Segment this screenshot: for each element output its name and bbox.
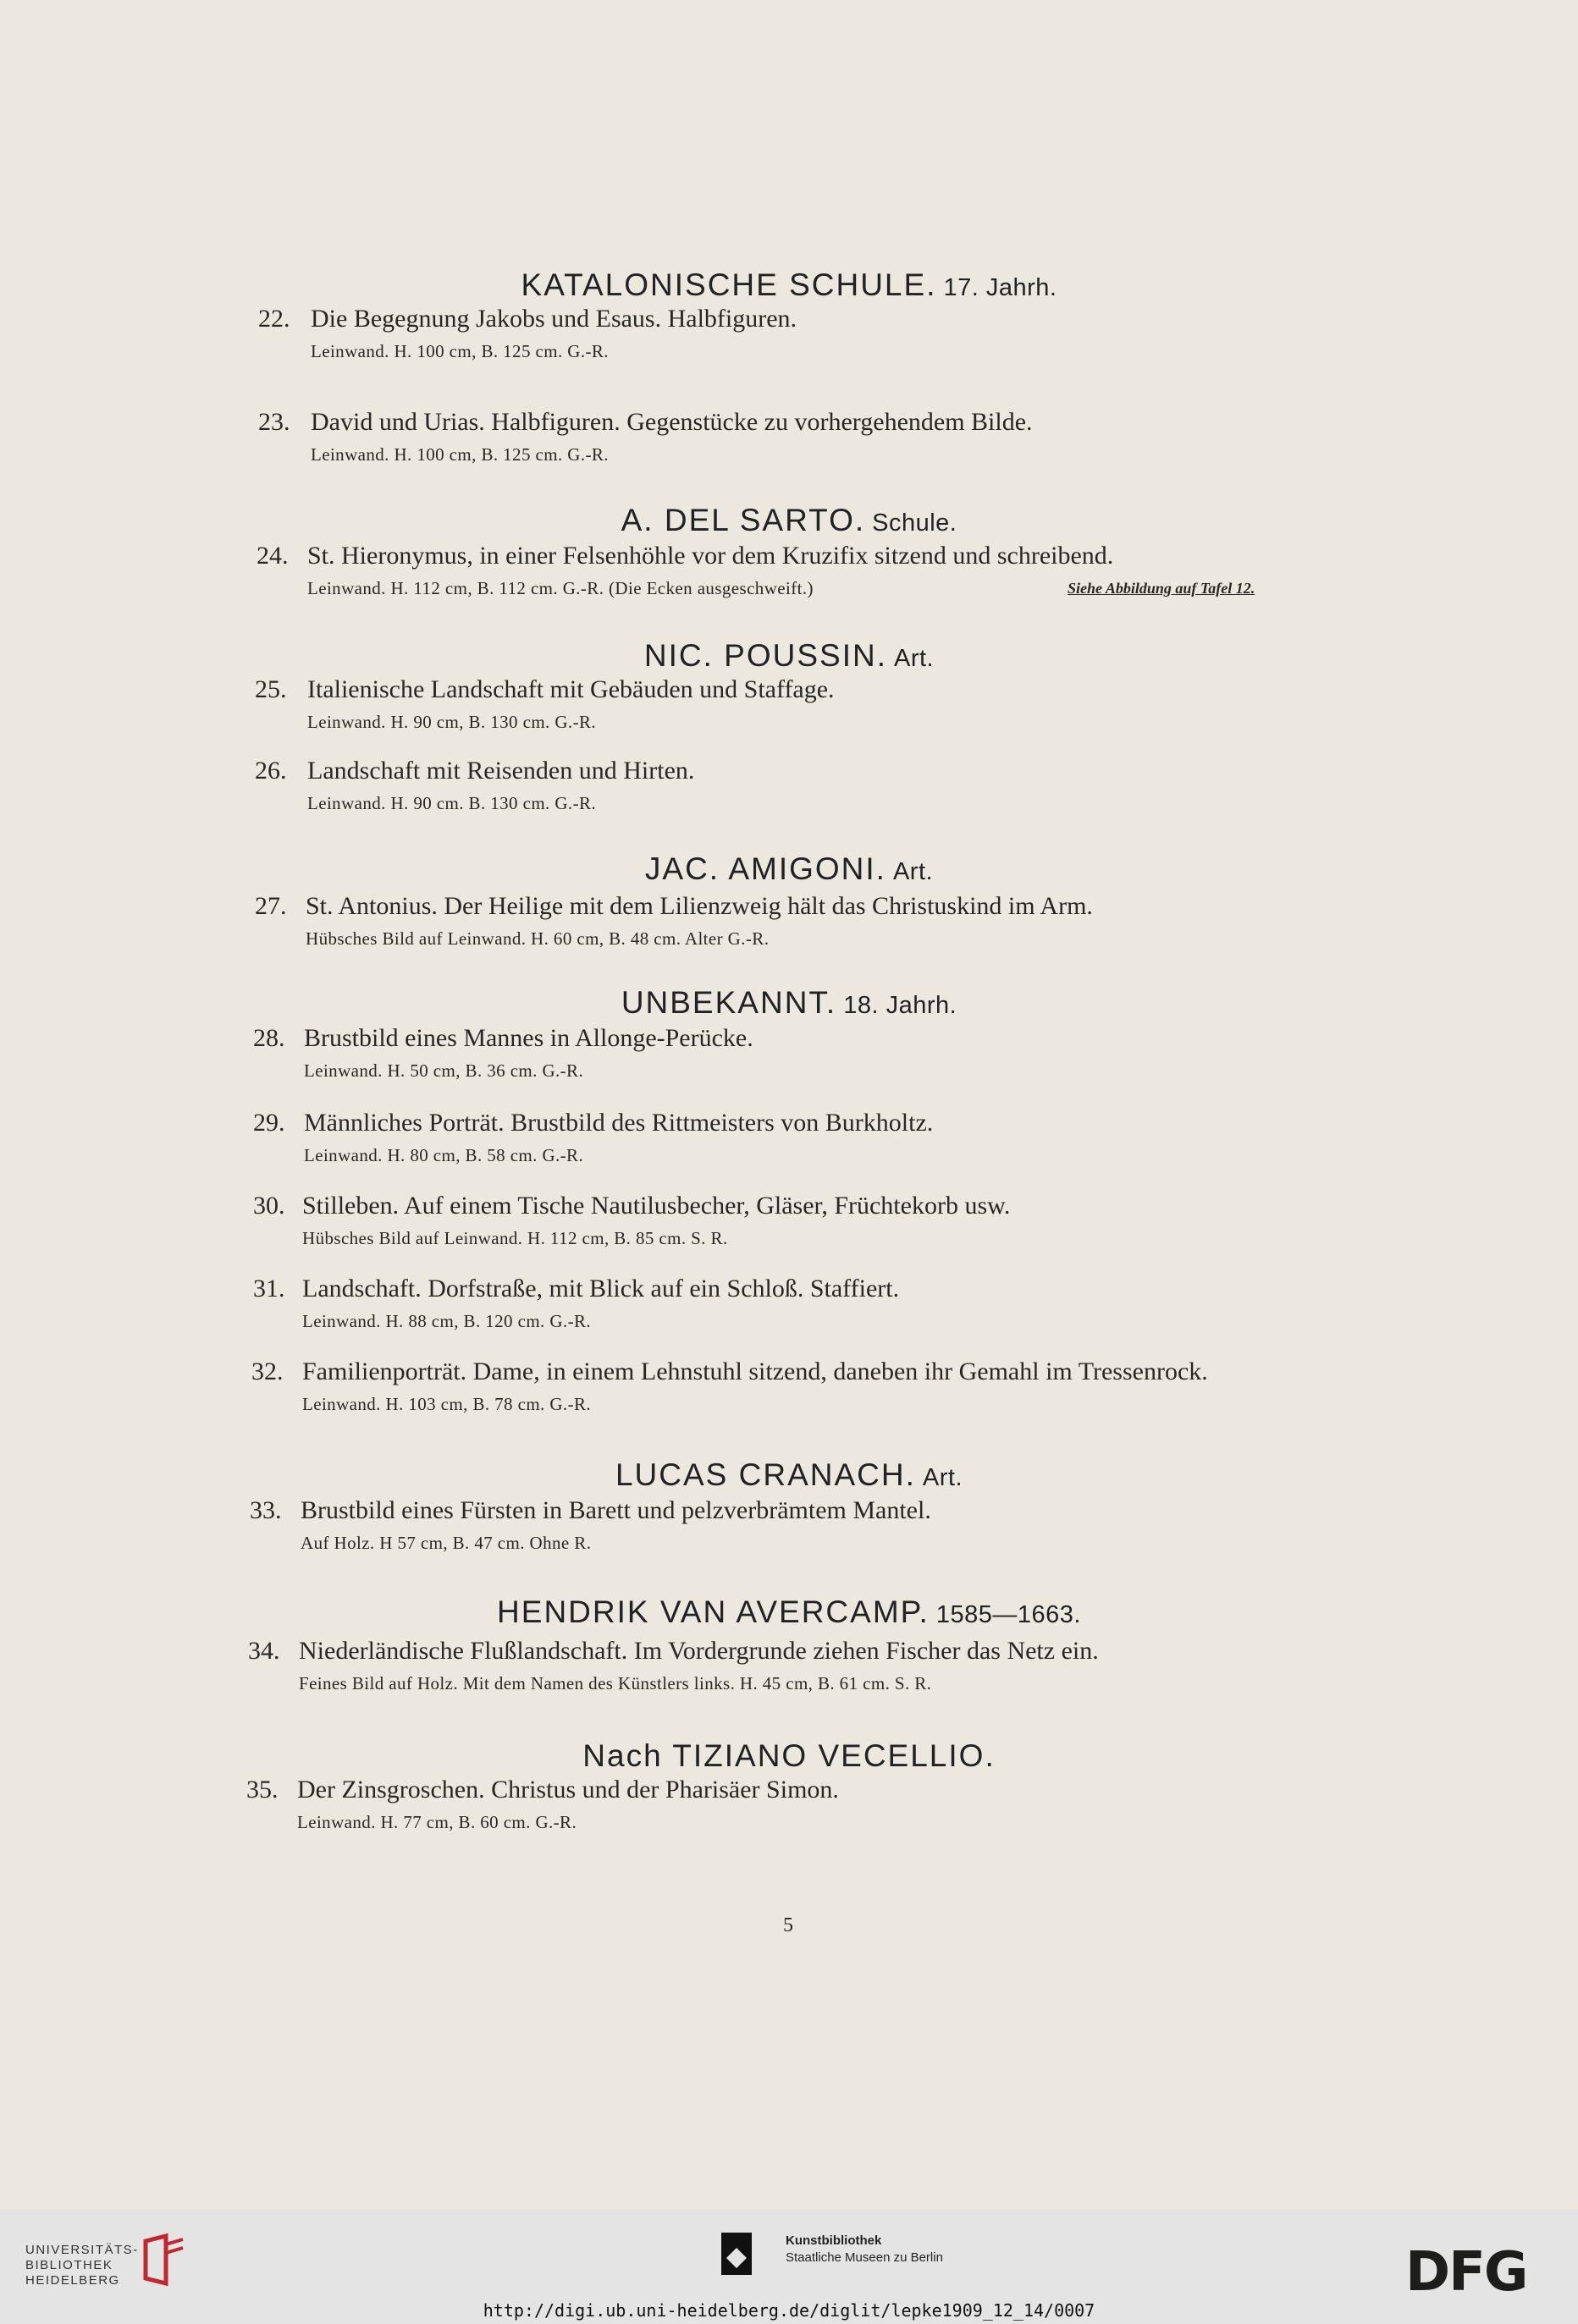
artist-name: KATALONISCHE SCHULE.	[521, 267, 937, 302]
entry-number: 35.	[246, 1776, 279, 1804]
entry-title: Der Zinsgroschen. Christus und der Pharisäer Simon.	[297, 1776, 839, 1804]
entry-title: Landschaft. Dorfstraße, mit Blick auf ein Schloß. Staffiert.	[302, 1275, 900, 1302]
entry-number: 23.	[258, 408, 290, 436]
artist-name: LUCAS CRANACH.	[615, 1457, 916, 1492]
artist-subtitle: Art.	[893, 645, 935, 672]
entry-number: 22.	[258, 305, 290, 333]
section-heading	[0, 1457, 1578, 1493]
dfg-logo[interactable]: DFG	[1405, 2241, 1527, 2304]
ub-line: HEIDELBERG	[25, 2273, 120, 2288]
entry-title: Brustbild eines Fürsten in Barett und pelzverbrämtem Mantel.	[301, 1496, 931, 1524]
section-heading	[0, 503, 1578, 538]
entry-title: Stilleben. Auf einem Tische Nautilusbecher, Gläser, Früchtekorb usw.	[302, 1192, 1011, 1220]
entry-number: 33.	[250, 1496, 282, 1524]
entry-number: 27.	[255, 892, 287, 920]
ub-line: BIBLIOTHEK	[25, 2258, 113, 2272]
artist-name: NIC. POUSSIN.	[643, 638, 887, 673]
section-heading	[0, 1738, 1578, 1774]
entry-number: 34.	[248, 1637, 280, 1665]
entry-title: Brustbild eines Mannes in Allonge-Perücke.	[304, 1024, 753, 1052]
artist-subtitle: Art.	[892, 858, 934, 885]
entry-number: 31.	[253, 1275, 285, 1302]
artist-name: UNBEKANNT.	[621, 985, 837, 1020]
entry-number: 28.	[253, 1024, 285, 1052]
page-number: 5	[783, 1914, 793, 1936]
entry-title: Niederländische Flußlandschaft. Im Vordergrunde ziehen Fischer das Netz ein.	[299, 1637, 1099, 1665]
section-heading	[0, 1594, 1578, 1630]
entry-details: Leinwand. H. 80 cm, B. 58 cm. G.-R.	[304, 1145, 584, 1165]
kb-title: Kunstbibliothek	[786, 2233, 882, 2248]
entry-details: Hübsches Bild auf Leinwand. H. 112 cm, B. 85 cm. S. R.	[302, 1228, 728, 1248]
entry-title: Die Begegnung Jakobs und Esaus. Halbfiguren.	[311, 305, 797, 333]
entry-details: Feines Bild auf Holz. Mit dem Namen des Künstlers links. H. 45 cm, B. 61 cm. S. R.	[299, 1673, 932, 1693]
entry-title: David und Urias. Halbfiguren. Gegenstücke zu vorhergehendem Bilde.	[311, 408, 1033, 436]
section-heading	[0, 267, 1578, 303]
artist-subtitle: 18. Jahrh.	[843, 992, 957, 1019]
entry-details: Leinwand. H. 88 cm, B. 120 cm. G.-R.	[302, 1311, 592, 1331]
entry-number: 32.	[251, 1358, 284, 1385]
artist-subtitle: 17. Jahrh.	[943, 274, 1057, 301]
entry-details: Auf Holz. H 57 cm, B. 47 cm. Ohne R.	[301, 1533, 592, 1553]
artist-subtitle: Schule.	[872, 509, 957, 537]
section-heading	[0, 638, 1578, 674]
entry-details: Hübsches Bild auf Leinwand. H. 60 cm, B. 48 cm. Alter G.-R.	[306, 928, 770, 949]
ub-heidelberg-logo-icon[interactable]	[142, 2233, 188, 2287]
entry-title: Italienische Landschaft mit Gebäuden und Staffage.	[307, 675, 835, 703]
entry-number: 30.	[253, 1192, 285, 1220]
entry-number: 24.	[257, 542, 289, 570]
kb-subtitle: Staatliche Museen zu Berlin	[786, 2250, 943, 2265]
entry-details: Leinwand. H. 100 cm, B. 125 cm. G.-R.	[311, 341, 609, 361]
entry-details: Leinwand. H. 90 cm, B. 130 cm. G.-R.	[307, 712, 597, 732]
entry-details: Leinwand. H. 103 cm, B. 78 cm. G.-R.	[302, 1394, 592, 1414]
kunstbibliothek-logo-icon[interactable]	[721, 2233, 752, 2275]
entry-number: 26.	[255, 757, 287, 785]
entry-details: Leinwand. H. 100 cm, B. 125 cm. G.-R.	[311, 444, 609, 465]
plate-reference: Siehe Abbildung auf Tafel 12.	[1068, 580, 1255, 597]
kunstbibliothek-wordmark[interactable]	[786, 2233, 943, 2266]
ub-heidelberg-wordmark[interactable]	[25, 2243, 139, 2288]
entry-title: Männliches Porträt. Brustbild des Rittmeisters von Burkholtz.	[304, 1109, 934, 1137]
entry-number: 29.	[253, 1109, 285, 1137]
artist-subtitle: Art.	[922, 1464, 963, 1491]
entry-title: St. Antonius. Der Heilige mit dem Lilienzweig hält das Christuskind im Arm.	[306, 892, 1093, 920]
entry-number: 25.	[255, 675, 287, 703]
section-heading	[0, 851, 1578, 887]
entry-details: Leinwand. H. 90 cm. B. 130 cm. G.-R.	[307, 793, 597, 813]
ub-line: UNIVERSITÄTS-	[25, 2243, 139, 2257]
entry-details: Leinwand. H. 112 cm, B. 112 cm. G.-R. (Die Ecken ausgeschweift.)	[307, 578, 814, 598]
artist-name: A. DEL SARTO.	[621, 503, 866, 537]
artist-subtitle: 1585—1663.	[935, 1601, 1081, 1628]
entry-title: Familienporträt. Dame, in einem Lehnstuhl sitzend, daneben ihr Gemahl im Tressenrock.	[302, 1358, 1208, 1385]
entry-title: Landschaft mit Reisenden und Hirten.	[307, 757, 695, 785]
artist-name: HENDRIK VAN AVERCAMP.	[497, 1594, 930, 1629]
entry-details: Leinwand. H. 50 cm, B. 36 cm. G.-R.	[304, 1060, 584, 1081]
artist-name: JAC. AMIGONI.	[644, 851, 886, 886]
entry-title: St. Hieronymus, in einer Felsenhöhle vor dem Kruzifix sitzend und schreibend.	[307, 542, 1114, 570]
entry-details: Leinwand. H. 77 cm, B. 60 cm. G.-R.	[297, 1812, 577, 1832]
permalink-url[interactable]: http://digi.ub.uni-heidelberg.de/diglit/lepke1909_12_14/0007	[483, 2300, 1095, 2321]
section-heading	[0, 985, 1578, 1021]
artist-name: Nach TIZIANO VECELLIO.	[582, 1738, 996, 1773]
